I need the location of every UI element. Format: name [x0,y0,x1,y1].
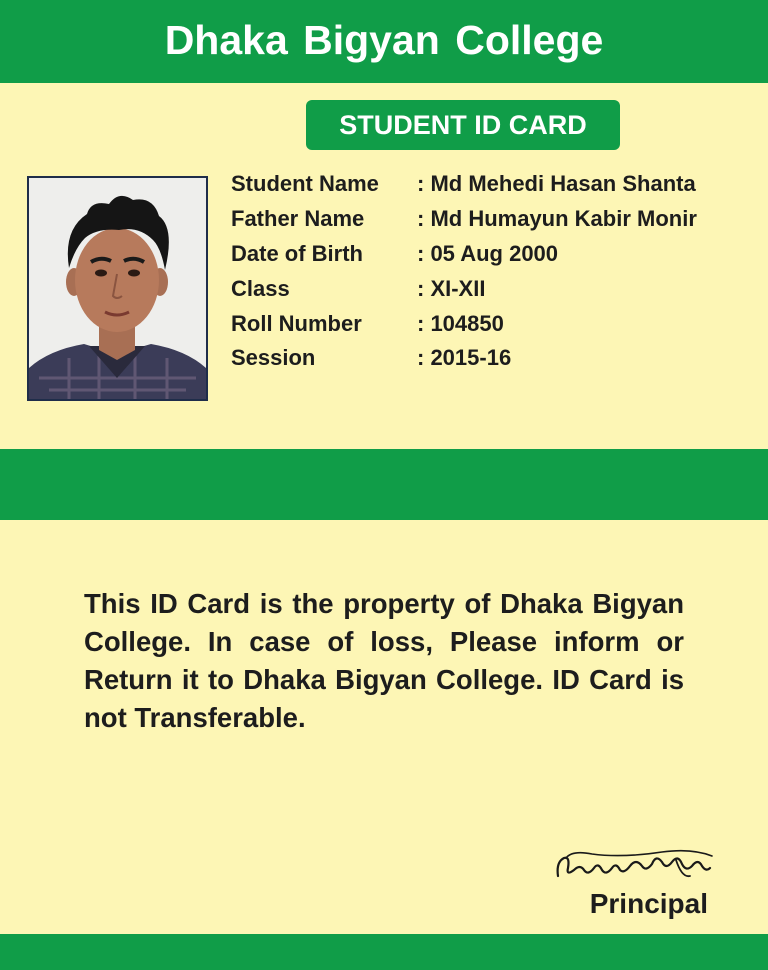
student-photo [27,176,208,401]
father-name-label: Father Name [231,206,365,232]
class-label: Class [231,275,290,301]
divider-band [0,449,768,520]
session-value: : 2015-16 [417,345,512,371]
college-name: Dhaka Bigyan College [164,17,604,63]
principal-signature [552,840,722,888]
father-name-row [231,202,697,237]
session-row [231,341,697,376]
header-banner [0,0,768,83]
father-name-value: : Md Humayun Kabir Monir [417,206,697,232]
property-notice: This ID Card is the property of Dhaka Bigyan College. In case of loss, Please inform or Return it to Dhaka Bigyan College. ID Card is not Transferable. [84,588,684,733]
class-value: : XI-XII [417,275,486,301]
roll-number-label: Roll Number [231,310,362,336]
roll-number-value: : 104850 [417,310,504,336]
footer-band [0,934,768,970]
date-of-birth-value: : 05 Aug 2000 [417,240,559,266]
student-name-label: Student Name [231,171,379,197]
session-label: Session [231,345,316,371]
date-of-birth-label: Date of Birth [231,240,363,266]
student-name-value: : Md Mehedi Hasan Shanta [417,171,696,197]
date-of-birth-row [231,237,697,272]
class-row [231,271,697,306]
roll-number-row [231,306,697,341]
principal-label: Principal [589,888,708,919]
student-details [231,167,697,376]
student-id-card-badge: STUDENT ID CARD [306,100,620,150]
student-name-row [231,167,697,202]
